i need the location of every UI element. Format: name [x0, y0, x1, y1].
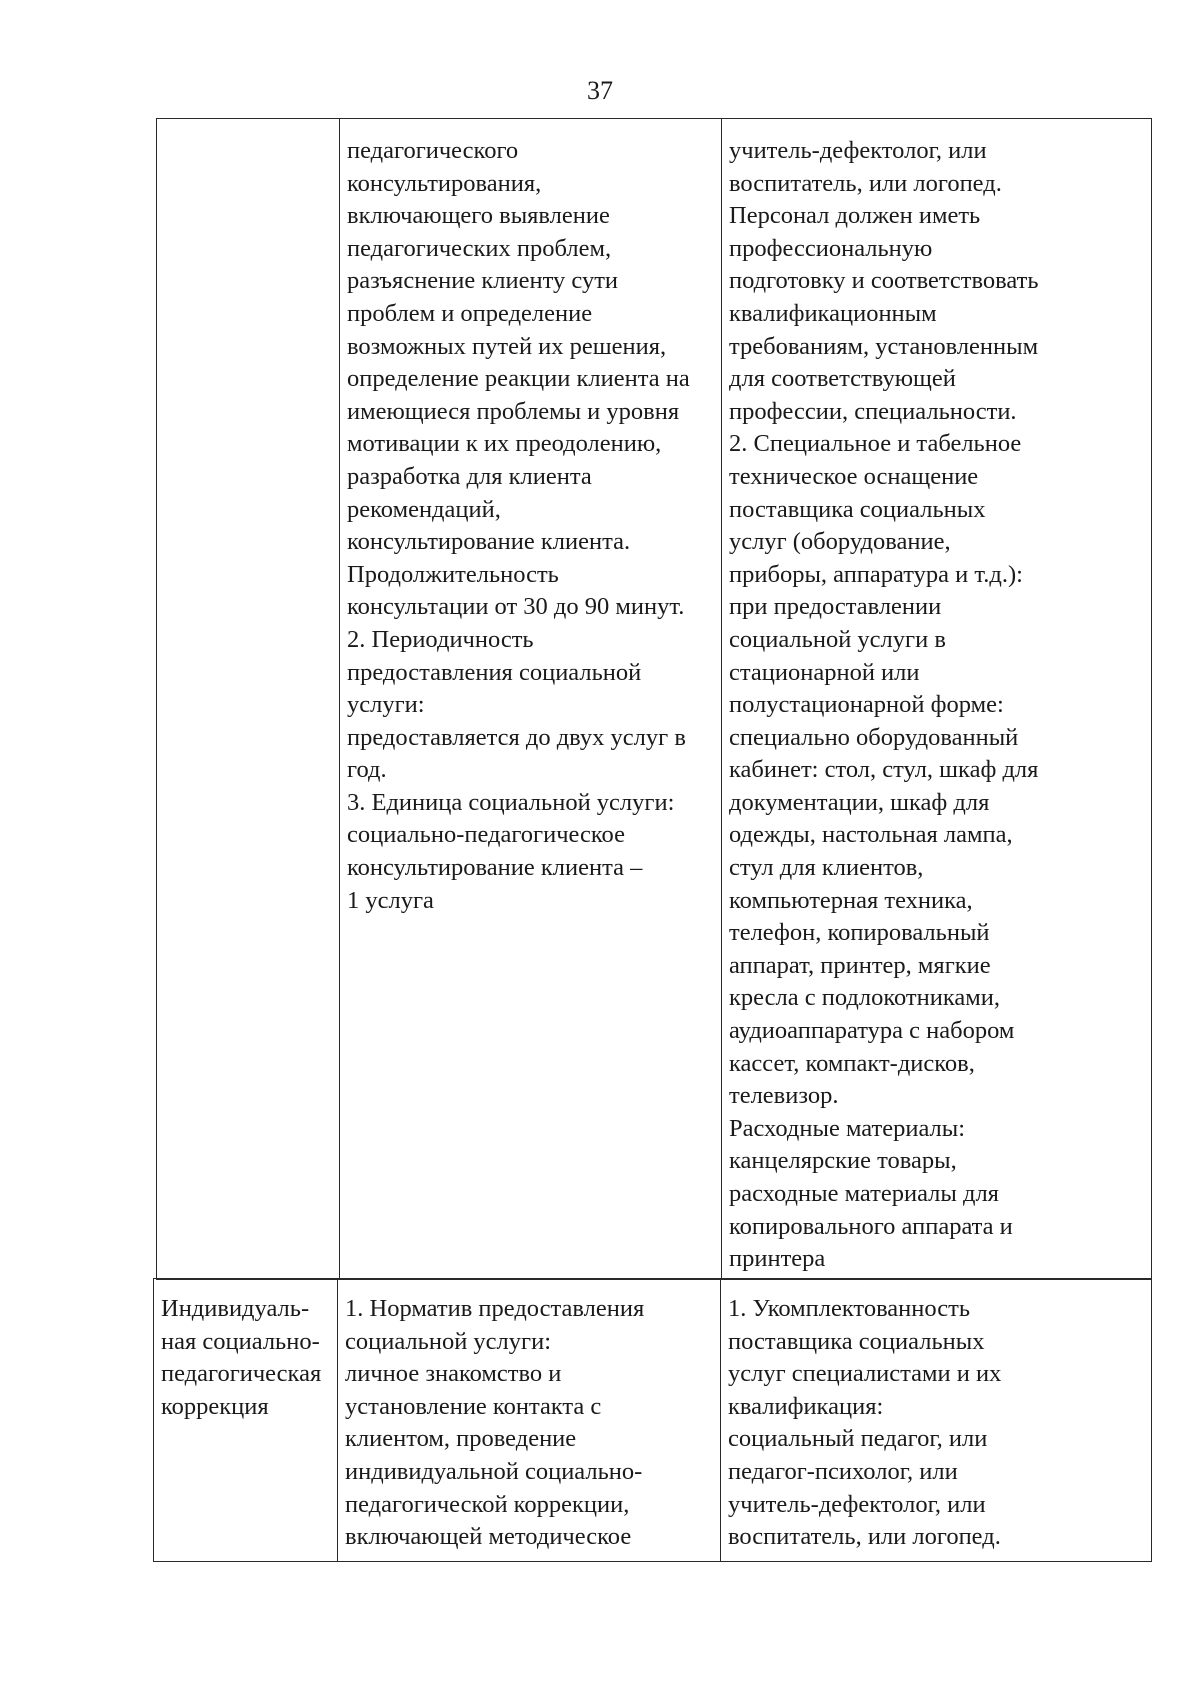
cell-text-line: консультирование клиента.: [347, 528, 631, 556]
cell-text-line: Персонал должен иметь: [729, 202, 981, 230]
cell-text-line: компьютерная техника,: [729, 886, 973, 914]
cell-text-line: консультирование клиента –: [347, 854, 643, 882]
cell-text-line: одежды, настольная лампа,: [729, 821, 1013, 849]
cell-text-line: квалификация:: [728, 1392, 884, 1420]
cell-text-line: телефон, копировальный: [729, 919, 990, 947]
cell-text-line: кресла с подлокотниками,: [729, 984, 1000, 1012]
cell-text-line: профессии, специальности.: [729, 397, 1017, 425]
cell-text-line: учитель-дефектолог, или: [729, 137, 987, 164]
cell-text-line: предоставляется до двух услуг в: [347, 723, 686, 751]
cell-text-line: социальной услуги в: [729, 625, 946, 653]
services-table-continued: [156, 118, 1152, 1280]
cell-text-line: включающего выявление: [347, 202, 610, 230]
service-name-cell: [154, 1279, 338, 1562]
cell-text-line: консультирования,: [347, 169, 542, 197]
cell-text-line: поставщика социальных: [728, 1327, 985, 1355]
cell-text-line: полустационарной форме:: [729, 691, 1004, 719]
service-conditions-cell: [721, 1279, 1152, 1562]
cell-text-line: канцелярские товары,: [729, 1147, 957, 1175]
cell-text-line: педагогических проблем,: [347, 234, 612, 262]
cell-text-line: копировального аппарата и: [729, 1212, 1013, 1240]
cell-text-line: ная социально-: [161, 1327, 320, 1355]
table-row: [154, 1279, 1152, 1562]
cell-text-line: социально-педагогическое: [347, 821, 625, 849]
cell-text-line: включающей методическое: [345, 1523, 632, 1551]
cell-text-line: кабинет: стол, стул, шкаф для: [729, 756, 1039, 784]
service-standard-cell: [338, 1279, 721, 1562]
cell-text-line: проблем и определение: [347, 299, 593, 327]
cell-text-line: при предоставлении: [729, 593, 942, 621]
cell-text-line: документации, шкаф для: [729, 788, 990, 816]
cell-text-line: коррекция: [161, 1392, 269, 1420]
cell-text-line: поставщика социальных: [729, 495, 986, 523]
cell-text-line: учитель-дефектолог, или: [728, 1490, 986, 1518]
cell-text-line: принтера: [729, 1245, 826, 1273]
cell-text-line: предоставления социальной: [347, 658, 642, 686]
cell-text-line: 2. Периодичность: [347, 625, 534, 653]
cell-text-line: разработка для клиента: [347, 462, 592, 490]
cell-text-line: 1. Норматив предоставления: [345, 1295, 645, 1322]
cell-text-line: 1. Укомплектованность: [728, 1295, 971, 1322]
service-conditions-cell: [722, 119, 1152, 1280]
cell-text-line: рекомендаций,: [347, 495, 501, 523]
cell-text-line: аудиоаппаратура с набором: [729, 1017, 1015, 1045]
cell-text-line: Индивидуаль-: [161, 1295, 310, 1322]
cell-text-line: мотивации к их преодолению,: [347, 430, 662, 458]
cell-text-line: услуг специалистами и их: [728, 1360, 1002, 1388]
cell-text-line: требованиям, установленным: [729, 332, 1039, 360]
services-table-next: [153, 1278, 1152, 1562]
cell-text-line: для соответствующей: [729, 365, 956, 393]
cell-text-line: телевизор.: [729, 1082, 839, 1110]
cell-text-line: педагогического: [347, 137, 519, 164]
cell-text-line: педагогическая: [161, 1360, 322, 1388]
cell-text-line: 3. Единица социальной услуги:: [347, 788, 675, 816]
cell-text-line: Продолжительность: [347, 560, 559, 588]
cell-text-line: установление контакта с: [345, 1392, 602, 1420]
cell-text-line: профессиональную: [729, 234, 933, 262]
cell-text-line: специально оборудованный: [729, 723, 1019, 751]
cell-text-line: стул для клиентов,: [729, 854, 924, 882]
cell-text-line: консультации от 30 до 90 минут.: [347, 593, 685, 621]
cell-text-line: социальной услуги:: [345, 1327, 552, 1355]
page-number: 37: [587, 76, 613, 105]
cell-text-line: клиентом, проведение: [345, 1425, 577, 1453]
cell-text-line: педагогической коррекции,: [345, 1490, 630, 1518]
cell-text-line: педагог-психолог, или: [728, 1457, 958, 1485]
cell-text-line: квалификационным: [729, 299, 937, 327]
cell-text-line: разъяснение клиенту сути: [347, 267, 619, 295]
cell-text-line: воспитатель, или логопед.: [728, 1523, 1001, 1551]
cell-text-line: определение реакции клиента на: [347, 365, 690, 393]
cell-text-line: личное знакомство и: [345, 1360, 562, 1388]
cell-text-line: возможных путей их решения,: [347, 332, 667, 360]
cell-text-line: аппарат, принтер, мягкие: [729, 951, 991, 979]
cell-text-line: воспитатель, или логопед.: [729, 169, 1002, 197]
cell-text-line: социальный педагог, или: [728, 1425, 988, 1453]
cell-text-line: кассет, компакт-дисков,: [729, 1049, 975, 1077]
cell-text-line: приборы, аппаратура и т.д.):: [729, 560, 1023, 588]
cell-text-line: индивидуальной социально-: [345, 1457, 643, 1485]
cell-text-line: 1 услуга: [347, 886, 434, 914]
cell-text-line: имеющиеся проблемы и уровня: [347, 397, 680, 425]
cell-text-line: подготовку и соответствовать: [729, 267, 1039, 295]
table-row: [157, 119, 1152, 1280]
cell-text-line: услуг (оборудование,: [729, 528, 951, 556]
cell-text-line: техническое оснащение: [729, 462, 979, 490]
cell-text-line: год.: [347, 756, 387, 784]
cell-text-line: Расходные материалы:: [729, 1114, 966, 1142]
service-standard-cell: [340, 119, 722, 1280]
cell-text-line: 2. Специальное и табельное: [729, 430, 1022, 458]
service-name-cell: [157, 119, 340, 1280]
cell-text-line: расходные материалы для: [729, 1180, 999, 1207]
cell-text-line: услуги:: [347, 691, 425, 719]
cell-text-line: стационарной или: [729, 658, 920, 686]
